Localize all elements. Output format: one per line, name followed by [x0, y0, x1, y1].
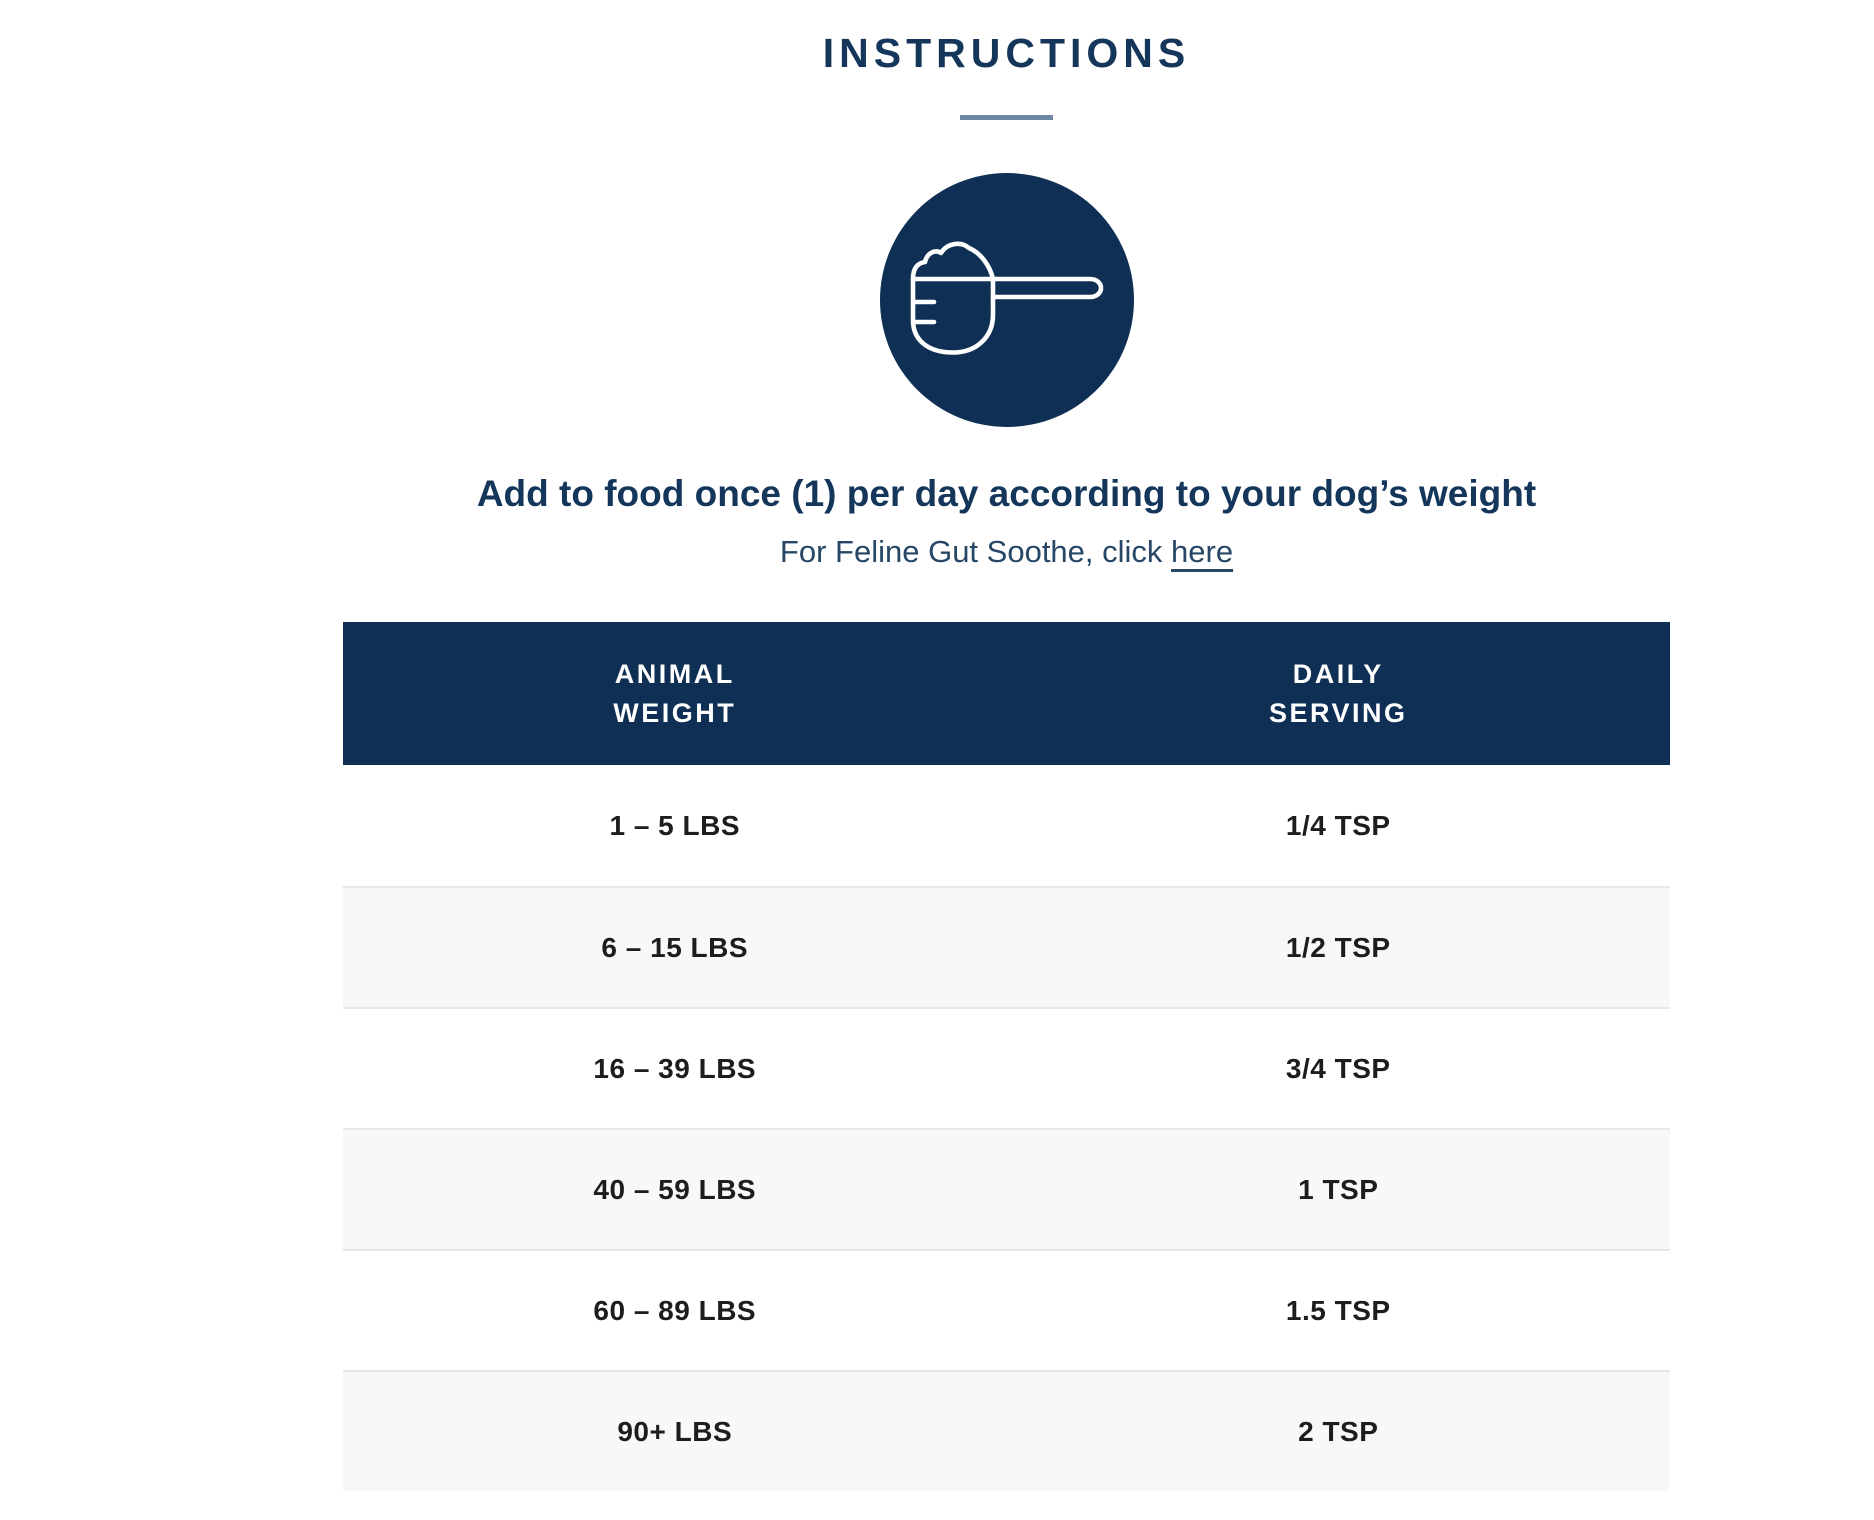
serving-heading: Add to food once (1) per day according to your dog’s weight — [476, 473, 1537, 514]
weight-cell: 6 – 15 LBS — [601, 931, 749, 963]
page-title: INSTRUCTIONS — [822, 30, 1191, 76]
table-row — [343, 1007, 1670, 1128]
feline-gut-soothe-link[interactable]: here — [1171, 534, 1234, 569]
serving-cell: 3/4 TSP — [1285, 1052, 1391, 1084]
col-header-animal-weight — [343, 655, 1007, 733]
table-row — [343, 765, 1670, 886]
weight-cell: 1 – 5 LBS — [609, 809, 741, 841]
serving-cell: 1 TSP — [1298, 1173, 1379, 1205]
weight-cell: 40 – 59 LBS — [593, 1173, 757, 1205]
weight-cell: 90+ LBS — [617, 1415, 733, 1447]
feline-note — [343, 533, 1670, 571]
serving-table-body — [343, 765, 1670, 1491]
col-header-line: ANIMAL — [614, 658, 735, 689]
serving-table-header — [343, 622, 1670, 765]
col-header-daily-serving — [1007, 655, 1671, 733]
table-row — [343, 1128, 1670, 1249]
col-header-line: DAILY — [1292, 658, 1384, 689]
serving-cell: 1/4 TSP — [1285, 809, 1391, 841]
serving-cell: 2 TSP — [1298, 1415, 1379, 1447]
table-row — [343, 1249, 1670, 1370]
col-header-line: SERVING — [1268, 697, 1408, 728]
title-divider — [960, 115, 1053, 120]
weight-cell: 16 – 39 LBS — [593, 1052, 757, 1084]
serving-cell: 1/2 TSP — [1285, 931, 1391, 963]
scoop-icon-circle — [880, 173, 1134, 427]
feline-note-text: For Feline Gut Soothe, click — [779, 534, 1172, 569]
table-row — [343, 886, 1670, 1007]
col-header-line: WEIGHT — [613, 697, 737, 728]
serving-cell: 1.5 TSP — [1285, 1294, 1391, 1326]
weight-cell: 60 – 89 LBS — [593, 1294, 757, 1326]
serving-table — [343, 622, 1670, 1491]
instructions-section — [343, 28, 1670, 1491]
table-row — [343, 1370, 1670, 1491]
powder-scoop-icon — [880, 173, 1134, 427]
